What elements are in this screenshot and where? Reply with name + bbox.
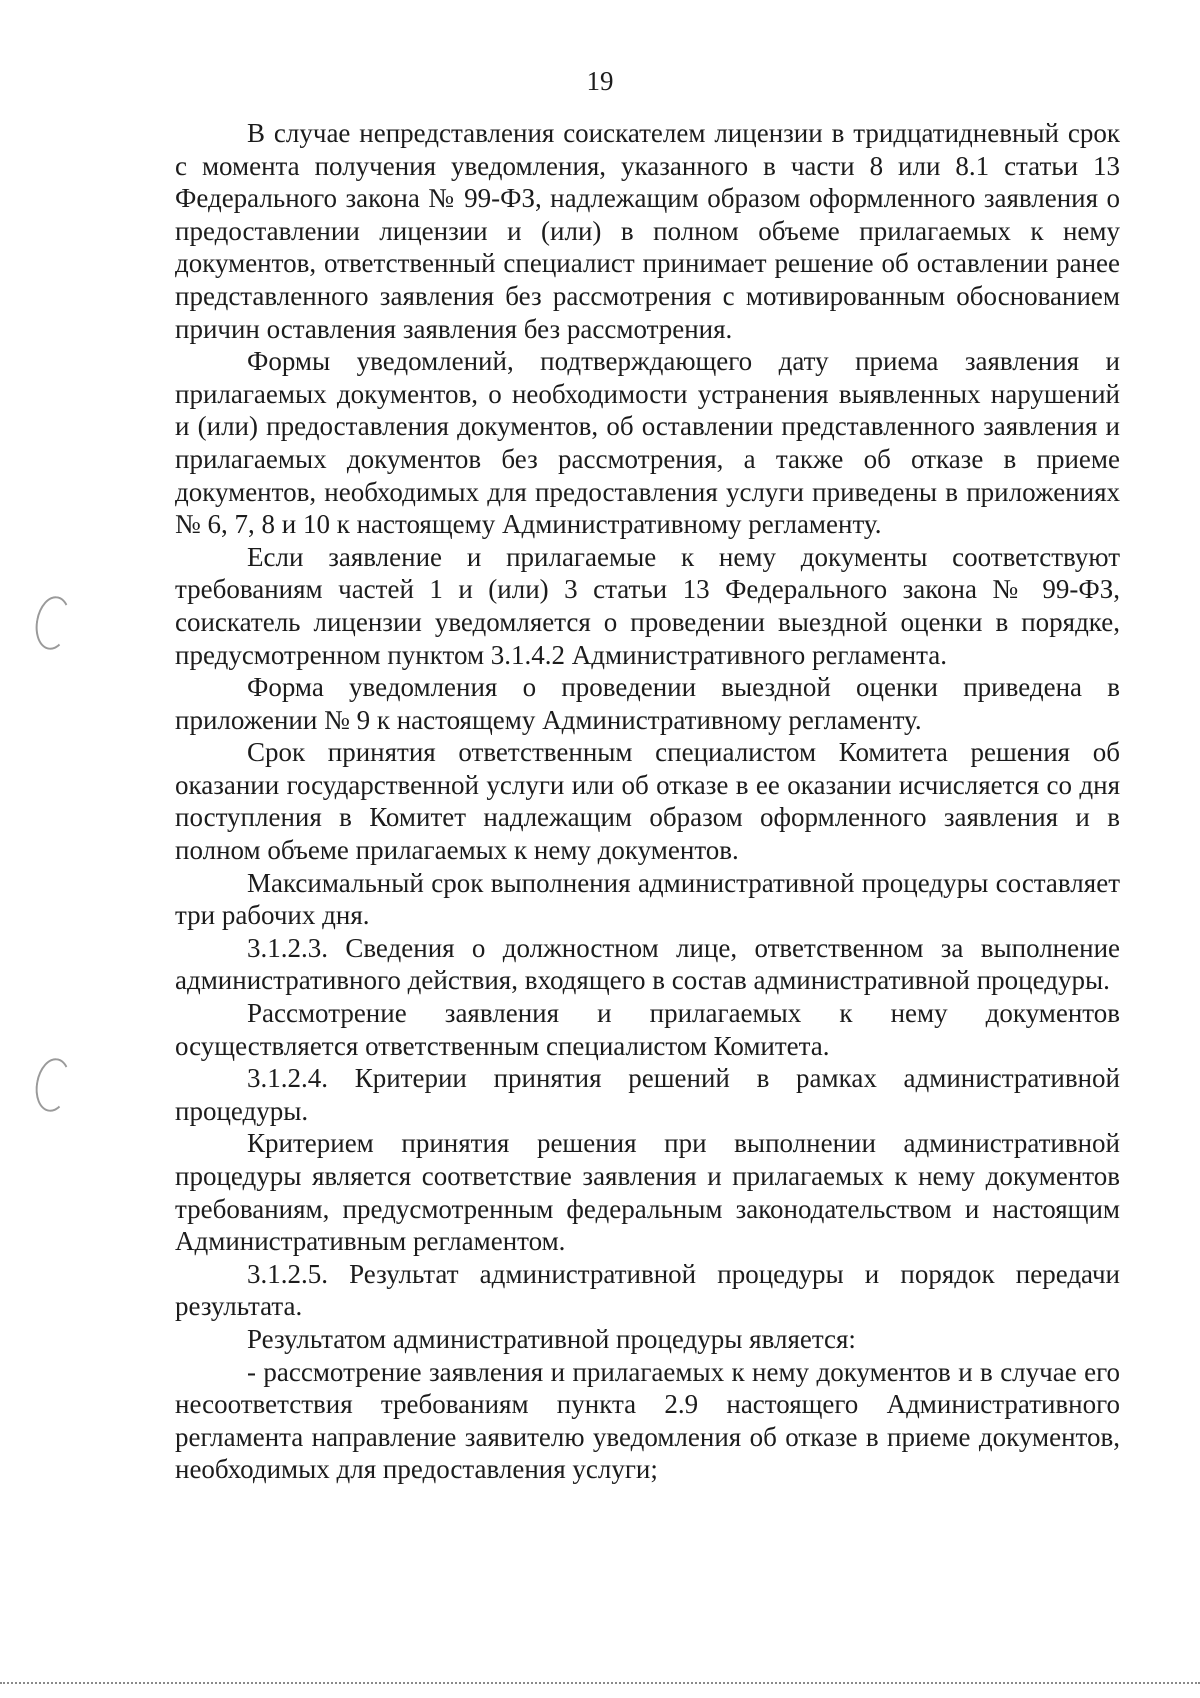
page-number: 19 bbox=[586, 66, 614, 96]
scan-edge-line bbox=[0, 1682, 1200, 1684]
section-heading-3-1-2-4: 3.1.2.4. Критерии принятия решений в рамках административной процедуры. bbox=[175, 1063, 1120, 1126]
list-item: - рассмотрение заявления и прилагаемых к нему документов и в случае его несоответствия требованиям пункта 2.9 настоящего Административного регламента направление заявителю уведомления об отказе в приеме документов, необходимых для предоставления услуги; bbox=[175, 1356, 1120, 1485]
paragraph: Формы уведомлений, подтверждающего дату приема заявления и прилагаемых документов, о необходимости устранения выявленных нарушений и (или) предоставления документов, об оставлении представленного заявления и прилагаемых документов без рассмотрения, а также об отказе в приеме документов, необходимых для предоставления услуги приведены в приложениях № 6, 7, 8 и 10 к настоящему Административному регламенту. bbox=[175, 346, 1120, 540]
paragraph: В случае непредставления соискателем лицензии в тридцатидневный срок с момента получения уведомления, указанного в части 8 или 8.1 статьи 13 Федерального закона № 99-ФЗ, надлежащим образом оформленного заявления о предоставлении лицензии и (или) в полном объеме прилагаемых к нему документов, ответственный специалист принимает решение об оставлении ранее представленного заявления без рассмотрения с мотивированным обоснованием причин оставления заявления без рассмотрения. bbox=[175, 118, 1120, 344]
punch-hole-mark bbox=[32, 1055, 75, 1114]
body-text bbox=[175, 117, 1120, 1486]
paragraph: Максимальный срок выполнения административной процедуры составляет три рабочих дня. bbox=[175, 867, 1120, 931]
section-heading-3-1-2-3: 3.1.2.3. Сведения о должностном лице, ответственном за выполнение административного действия, входящего в состав административной процедуры. bbox=[175, 932, 1120, 996]
paragraph: Критерием принятия решения при выполнении административной процедуры является соответствие заявления и прилагаемых к нему документов требованиям, предусмотренным федеральным законодательством и настоящим Административным регламентом. bbox=[175, 1128, 1120, 1257]
paragraph: Если заявление и прилагаемые к нему документы соответствуют требованиям частей 1 и (или) 3 статьи 13 Федерального закона № 99-ФЗ, соискатель лицензии уведомляется о проведении выездной оценки в порядке, предусмотренном пунктом 3.1.4.2 Административного регламента. bbox=[175, 541, 1120, 670]
paragraph: Результатом административной процедуры является: bbox=[247, 1323, 856, 1354]
paragraph: Срок принятия ответственным специалистом Комитета решения об оказании государственной услуги или об отказе в ее оказании исчисляется со дня поступления в Комитет надлежащим образом оформленного заявления и в полном объеме прилагаемых к нему документов. bbox=[175, 737, 1120, 866]
section-heading-3-1-2-5: 3.1.2.5. Результат административной процедуры и порядок передачи результата. bbox=[175, 1258, 1120, 1322]
paragraph: Рассмотрение заявления и прилагаемых к нему документов осуществляется ответственным специалистом Комитета. bbox=[175, 998, 1120, 1061]
punch-hole-mark bbox=[32, 593, 75, 652]
paragraph: Форма уведомления о проведении выездной оценки приведена в приложении № 9 к настоящему Административному регламенту. bbox=[175, 672, 1120, 735]
